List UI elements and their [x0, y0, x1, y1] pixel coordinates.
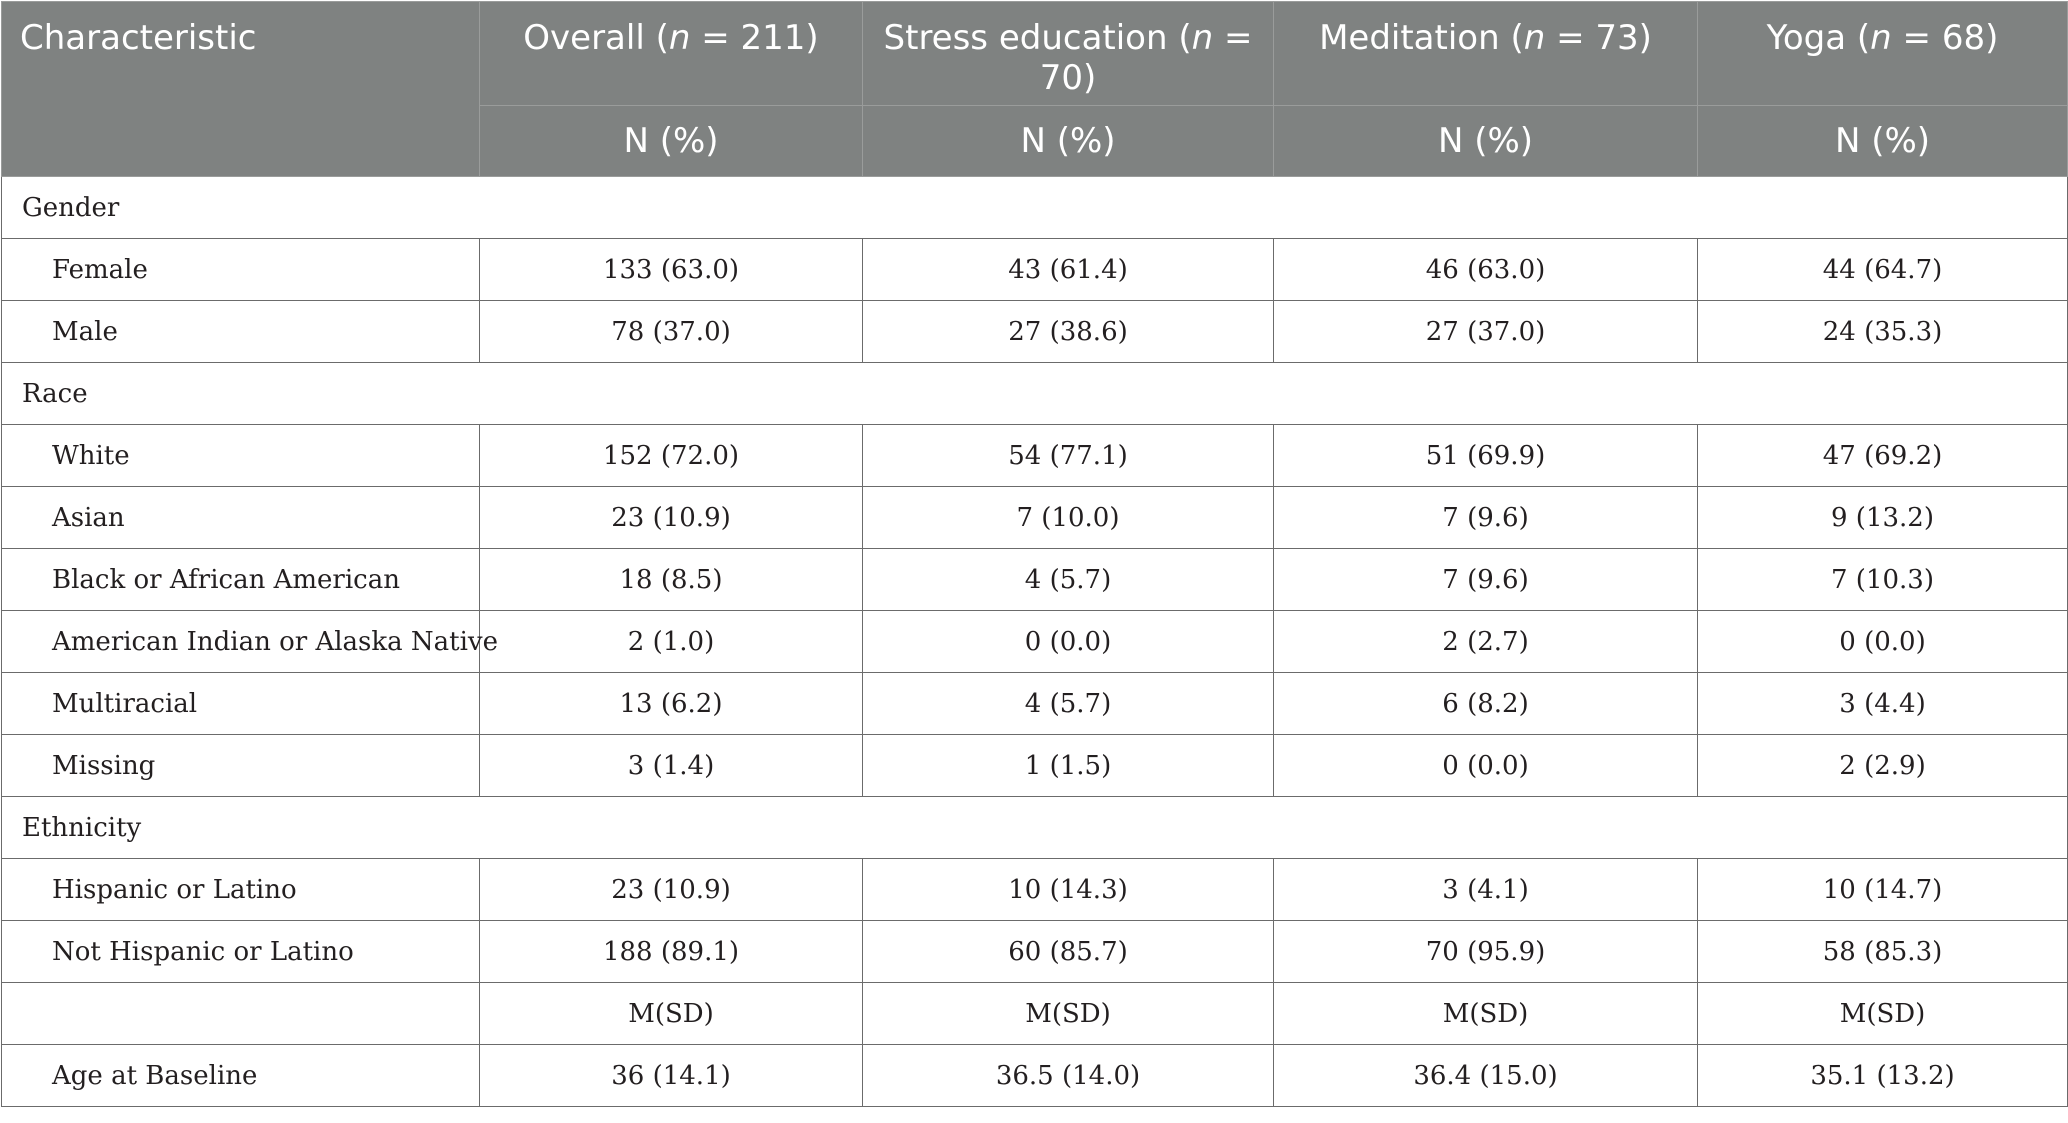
cell-yoga: M(SD)	[1698, 983, 2068, 1045]
cell-yoga: 3 (4.4)	[1698, 673, 2068, 735]
cell-meditation: 70 (95.9)	[1274, 921, 1698, 983]
row-label: Hispanic or Latino	[2, 859, 480, 921]
cell-meditation: 27 (37.0)	[1274, 301, 1698, 363]
cell-stress-education: 4 (5.7)	[863, 549, 1274, 611]
cell-yoga: 47 (69.2)	[1698, 425, 2068, 487]
cell-overall: 23 (10.9)	[480, 487, 863, 549]
cell-overall: 18 (8.5)	[480, 549, 863, 611]
cell-yoga: 7 (10.3)	[1698, 549, 2068, 611]
table-row	[2, 549, 2068, 611]
table-row	[2, 921, 2068, 983]
cell-yoga: 10 (14.7)	[1698, 859, 2068, 921]
cell-stress-education: 4 (5.7)	[863, 673, 1274, 735]
cell-overall: 133 (63.0)	[480, 239, 863, 301]
header-meditation: Meditation (n = 73)	[1274, 2, 1698, 106]
cell-meditation: 2 (2.7)	[1274, 611, 1698, 673]
subheader-yoga: N (%)	[1698, 106, 2068, 177]
cell-meditation: 7 (9.6)	[1274, 549, 1698, 611]
row-label: Missing	[2, 735, 480, 797]
table-row	[2, 487, 2068, 549]
section-title: Ethnicity	[2, 797, 2068, 859]
table-row	[2, 301, 2068, 363]
row-label: Male	[2, 301, 480, 363]
cell-yoga: 24 (35.3)	[1698, 301, 2068, 363]
cell-meditation: M(SD)	[1274, 983, 1698, 1045]
section-title: Gender	[2, 177, 2068, 239]
table-row	[2, 735, 2068, 797]
subheader-meditation: N (%)	[1274, 106, 1698, 177]
section-title: Race	[2, 363, 2068, 425]
table-row	[2, 239, 2068, 301]
cell-overall: M(SD)	[480, 983, 863, 1045]
table-row	[2, 425, 2068, 487]
row-label: Black or African American	[2, 549, 480, 611]
cell-meditation: 6 (8.2)	[1274, 673, 1698, 735]
cell-stress-education: 10 (14.3)	[863, 859, 1274, 921]
cell-meditation: 51 (69.9)	[1274, 425, 1698, 487]
header-characteristic: Characteristic	[2, 2, 480, 177]
cell-stress-education: 1 (1.5)	[863, 735, 1274, 797]
header-row	[2, 2, 2068, 106]
cell-overall: 78 (37.0)	[480, 301, 863, 363]
row-label: Female	[2, 239, 480, 301]
cell-stress-education: 27 (38.6)	[863, 301, 1274, 363]
cell-yoga: 44 (64.7)	[1698, 239, 2068, 301]
cell-meditation: 46 (63.0)	[1274, 239, 1698, 301]
cell-overall: 13 (6.2)	[480, 673, 863, 735]
stat-subheader-row	[2, 983, 2068, 1045]
demographics-table	[1, 1, 2068, 1107]
cell-overall: 23 (10.9)	[480, 859, 863, 921]
table-row	[2, 611, 2068, 673]
row-label: White	[2, 425, 480, 487]
cell-meditation: 7 (9.6)	[1274, 487, 1698, 549]
row-label: Not Hispanic or Latino	[2, 921, 480, 983]
header-overall: Overall (n = 211)	[480, 2, 863, 106]
header-stress-education: Stress education (n = 70)	[863, 2, 1274, 106]
table-row	[2, 859, 2068, 921]
cell-stress-education: 54 (77.1)	[863, 425, 1274, 487]
row-label: Asian	[2, 487, 480, 549]
cell-overall: 188 (89.1)	[480, 921, 863, 983]
table-row	[2, 1045, 2068, 1107]
cell-stress-education: 43 (61.4)	[863, 239, 1274, 301]
cell-stress-education: 0 (0.0)	[863, 611, 1274, 673]
cell-overall: 2 (1.0)	[480, 611, 863, 673]
cell-overall: 152 (72.0)	[480, 425, 863, 487]
table-row	[2, 673, 2068, 735]
cell-yoga: 35.1 (13.2)	[1698, 1045, 2068, 1107]
cell-meditation: 3 (4.1)	[1274, 859, 1698, 921]
cell-yoga: 0 (0.0)	[1698, 611, 2068, 673]
cell-yoga: 58 (85.3)	[1698, 921, 2068, 983]
cell-stress-education: 7 (10.0)	[863, 487, 1274, 549]
cell-meditation: 36.4 (15.0)	[1274, 1045, 1698, 1107]
cell-overall: 36 (14.1)	[480, 1045, 863, 1107]
cell-stress-education: M(SD)	[863, 983, 1274, 1045]
subheader-stress-education: N (%)	[863, 106, 1274, 177]
section-row-race	[2, 363, 2068, 425]
row-label: Age at Baseline	[2, 1045, 480, 1107]
row-label: American Indian or Alaska Native	[2, 611, 480, 673]
cell-yoga: 9 (13.2)	[1698, 487, 2068, 549]
section-row-gender	[2, 177, 2068, 239]
cell-stress-education: 36.5 (14.0)	[863, 1045, 1274, 1107]
row-label	[2, 983, 480, 1045]
cell-yoga: 2 (2.9)	[1698, 735, 2068, 797]
cell-meditation: 0 (0.0)	[1274, 735, 1698, 797]
section-row-ethnicity	[2, 797, 2068, 859]
header-yoga: Yoga (n = 68)	[1698, 2, 2068, 106]
cell-stress-education: 60 (85.7)	[863, 921, 1274, 983]
row-label: Multiracial	[2, 673, 480, 735]
subheader-overall: N (%)	[480, 106, 863, 177]
cell-overall: 3 (1.4)	[480, 735, 863, 797]
